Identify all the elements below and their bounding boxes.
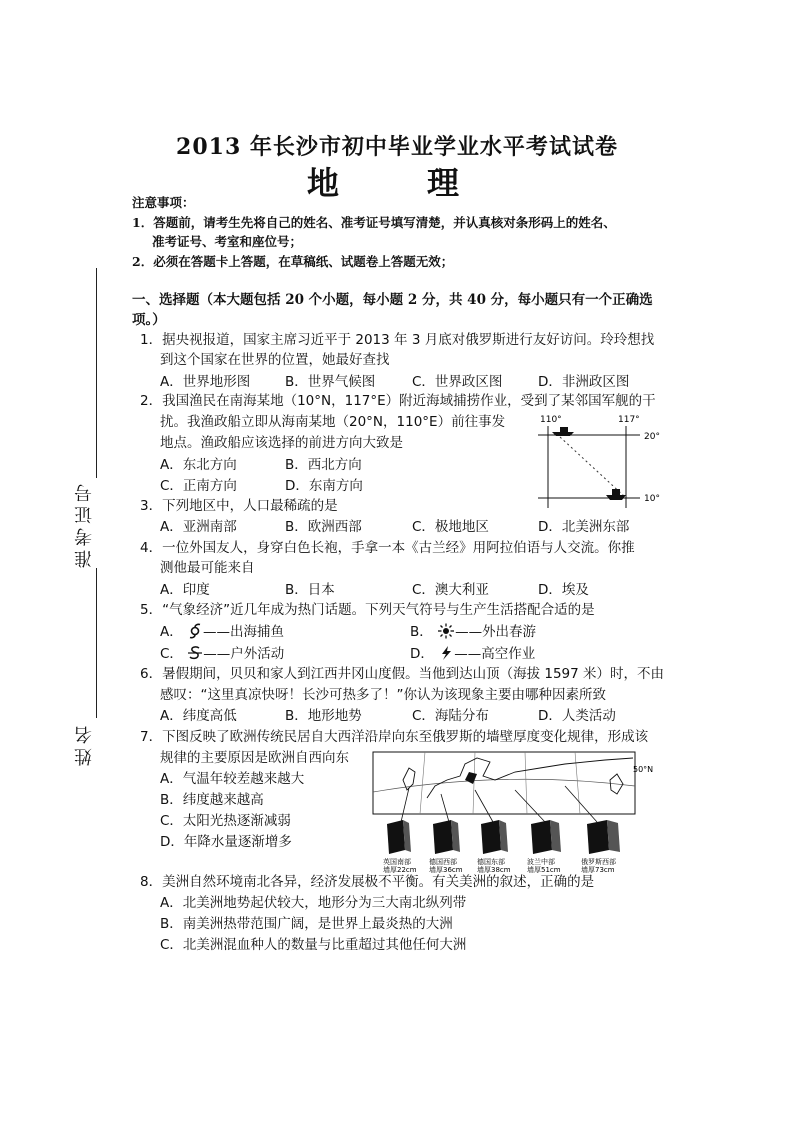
q2-navigation-figure (530, 410, 670, 510)
lat-10-label: 10° (644, 494, 660, 504)
wall-block-east-germany (481, 820, 508, 854)
patrol-ship-icon (552, 427, 574, 436)
question-8: 8．美洲自然环境南北各异，经济发展极不平衡。有关美洲的叙述，正确的是 (140, 874, 595, 890)
question-2-cont2: 地点。渔政船应该选择的前进方向大致是 (160, 435, 403, 451)
binding-line-top (96, 268, 97, 478)
q2-option-c[interactable]: C．正南方向 (160, 478, 237, 494)
route-line (560, 437, 624, 496)
note-item-1-cont: 准考证号、考室和座位号； (152, 234, 303, 249)
q8-option-c[interactable]: C．北美洲混血种人的数量与比重超过其他任何大洲 (160, 937, 467, 953)
question-4-cont: 测他最可能来自 (160, 560, 255, 576)
q3-option-a[interactable]: A．亚洲南部 (160, 519, 237, 535)
section-heading: 一、选择题（本大题包括 20 个小题，每小题 2 分，共 40 分，每小题只有一个正确选 项。） (132, 292, 653, 328)
q1-option-c[interactable]: C．世界政区图 (412, 374, 503, 390)
q5-option-c[interactable]: C． ——户外活动 (160, 646, 285, 662)
q2-option-b[interactable]: B．西北方向 (285, 457, 362, 473)
question-2-cont: 扰。我渔政船立即从海南某地（20°N，110°E）前往事发 (160, 414, 506, 430)
q3-option-d[interactable]: D．北美洲东部 (538, 519, 630, 535)
q4-option-d[interactable]: D．埃及 (538, 582, 589, 598)
q1-option-a[interactable]: A．世界地形图 (160, 374, 251, 390)
q4-option-b[interactable]: B．日本 (285, 582, 335, 598)
q4-option-a[interactable]: A．印度 (160, 582, 210, 598)
question-6: 6．暑假期间，贝贝和家人到江西井冈山度假。当他到达山顶（海拔 1597 米）时，不由 (140, 666, 665, 682)
q7-option-b[interactable]: B．纬度越来越高 (160, 792, 264, 808)
wall-place-3: 德国东部 (477, 858, 505, 866)
q3-option-b[interactable]: B．欧洲西部 (285, 519, 362, 535)
q4-option-c[interactable]: C．澳大利亚 (412, 582, 489, 598)
subject-title: 地 理 (306, 164, 487, 202)
q6-option-c[interactable]: C．海陆分布 (412, 708, 489, 724)
question-4: 4．一位外国友人，身穿白色长袍，手拿一本《古兰经》用阿拉伯语与人交流。你推 (140, 540, 635, 556)
wall-thick-2: 墙厚36cm (429, 866, 463, 874)
exam-number-label: 准考证号 (74, 480, 95, 568)
q5-option-b[interactable]: B． ——外出春游 (410, 624, 537, 640)
notes-heading: 注意事项： (132, 195, 195, 210)
q7-option-d[interactable]: D．年降水量逐渐增多 (160, 834, 292, 850)
question-1-cont: 到这个国家在世界的位置，她最好查找 (160, 352, 390, 368)
question-3: 3．下列地区中，人口最稀疏的是 (140, 498, 338, 514)
lat-20-label: 20° (644, 432, 660, 442)
wall-thick-4: 墙厚51cm (527, 866, 561, 874)
wall-place-5: 俄罗斯西部 (581, 858, 616, 866)
question-6-cont: 感叹：“这里真凉快呀！长沙可热多了！”你认为该现象主要由哪种因素所致 (160, 687, 606, 703)
question-7-cont: 规律的主要原因是欧洲自西向东 (160, 750, 349, 766)
wall-block-poland (531, 820, 561, 854)
wall-block-russia (587, 820, 620, 854)
note-item-2: 2．必须在答题卡上答题，在草稿纸、试题卷上答题无效； (132, 254, 454, 269)
q7-option-c[interactable]: C．太阳光热逐渐减弱 (160, 813, 291, 829)
q1-option-b[interactable]: B．世界气候图 (285, 374, 376, 390)
q2-option-a[interactable]: A．东北方向 (160, 457, 237, 473)
sandstorm-icon (187, 645, 203, 661)
note-item-1: 1．答题前，请考生先将自己的姓名、准考证号填写清楚，并认真核对条形码上的姓名、 (132, 215, 616, 230)
question-5: 5．“气象经济”近几年成为热门话题。下列天气符号与生产生活搭配合适的是 (140, 602, 595, 618)
question-7: 7．下图反映了欧洲传统民居自大西洋沿岸向东至俄罗斯的墙壁厚度变化规律，形成该 (140, 729, 649, 745)
name-label: 姓名 (74, 722, 95, 766)
exam-title: 2013 年长沙市初中毕业学业水平考试试卷 (176, 134, 618, 160)
question-2: 2．我国渔民在南海某地（10°N，117°E）附近海域捕捞作业，受到了某邻国军舰的干 (140, 393, 656, 409)
thunderstorm-icon (438, 645, 454, 661)
q2-option-d[interactable]: D．东南方向 (285, 478, 363, 494)
lon-117-label: 117° (618, 415, 640, 425)
wall-place-4: 波兰中部 (527, 858, 555, 866)
q1-option-d[interactable]: D．非洲政区图 (538, 374, 630, 390)
wall-block-west-germany (433, 820, 460, 854)
sunny-icon (437, 623, 455, 639)
q7-option-a[interactable]: A．气温年较差越来越大 (160, 771, 305, 787)
lat-50n-label: 50°N (633, 765, 654, 774)
wall-thick-3: 墙厚38cm (477, 866, 511, 874)
lon-110-label: 110° (540, 415, 562, 425)
wall-thick-1: 墙厚22cm (383, 866, 417, 874)
wall-thick-5: 墙厚73cm (581, 866, 615, 874)
wall-block-uk (387, 820, 411, 854)
typhoon-icon (187, 623, 203, 639)
q6-option-d[interactable]: D．人类活动 (538, 708, 616, 724)
q7-europe-wall-figure (365, 750, 665, 880)
q5-option-d[interactable]: D． ——高空作业 (410, 646, 536, 662)
q6-option-b[interactable]: B．地形地势 (285, 708, 362, 724)
binding-line-middle (96, 568, 97, 718)
q3-option-c[interactable]: C．极地地区 (412, 519, 489, 535)
q5-option-a[interactable]: A． ——出海捕鱼 (160, 624, 285, 640)
q6-option-a[interactable]: A．纬度高低 (160, 708, 237, 724)
wall-place-1: 英国南部 (383, 858, 411, 866)
wall-place-2: 德国西部 (429, 858, 457, 866)
q8-option-b[interactable]: B．南美洲热带范围广阔，是世界上最炎热的大洲 (160, 916, 453, 932)
question-1: 1．据央视报道，国家主席习近平于 2013 年 3 月底对俄罗斯进行友好访问。玲玲想找 (140, 332, 655, 348)
q8-option-a[interactable]: A．北美洲地势起伏较大，地形分为三大南北纵列带 (160, 895, 467, 911)
